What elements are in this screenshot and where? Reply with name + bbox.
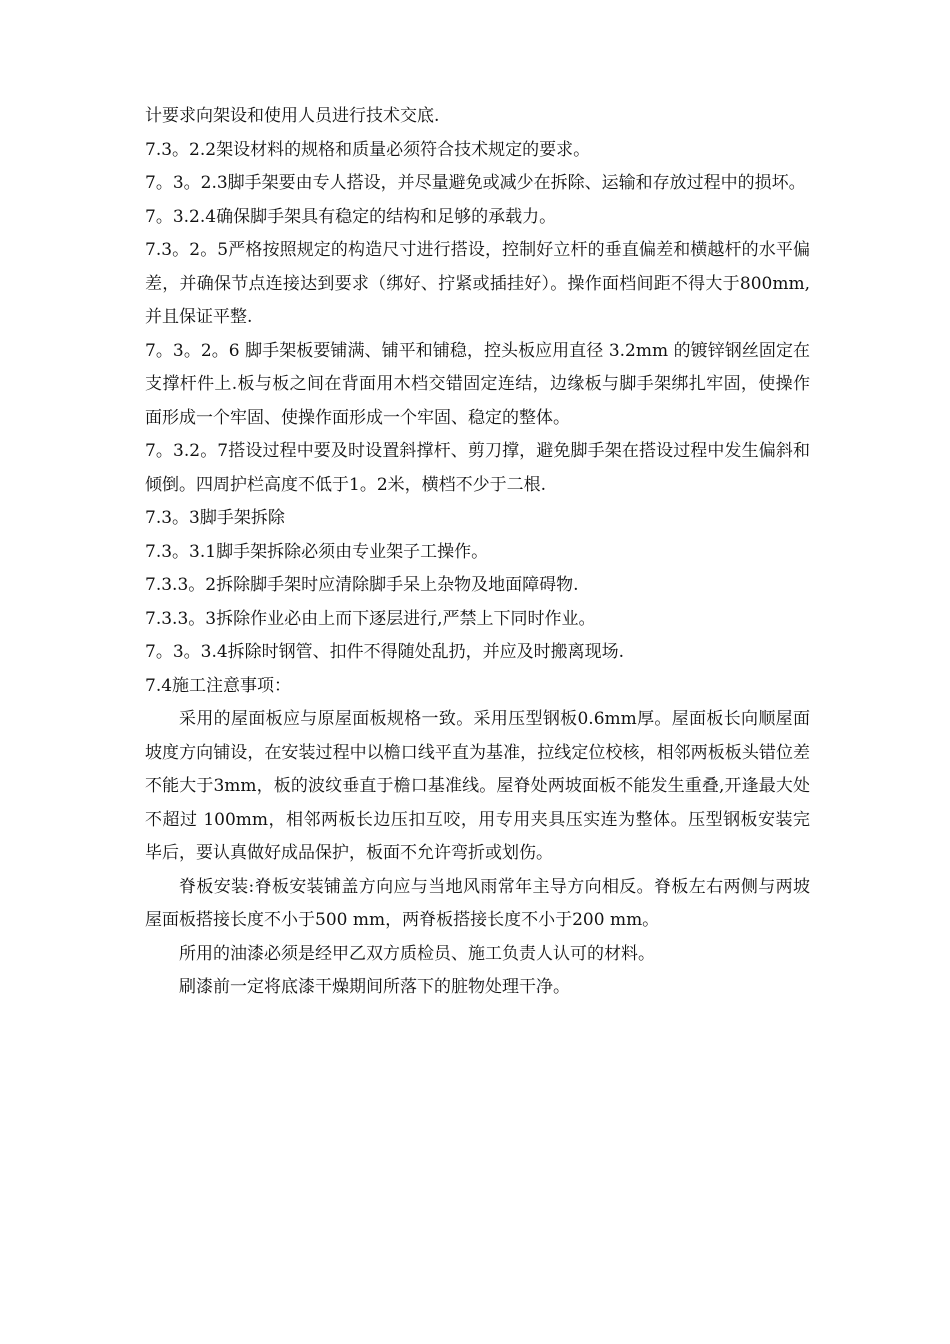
paragraph-ridge-panels: 脊板安装:脊板安装铺盖方向应与当地风雨常年主导方向相反。脊板左右两侧与两坡屋面板搭接长度不小于500 mm，两脊板搭接长度不小于200 mm。 xyxy=(145,876,810,930)
section-heading-scaffold-removal: 7.3。3脚手架拆除 xyxy=(145,508,285,528)
document-body xyxy=(145,100,810,1005)
paragraph-1: 计要求向架设和使用人员进行技术交底. xyxy=(145,106,440,126)
paragraph-3: 7。3。2.3脚手架要由专人搭设，并尽量避免或减少在拆除、运输和存放过程中的损坏。 xyxy=(145,173,806,193)
paragraph-paint-materials: 所用的油漆必须是经甲乙双方质检员、施工负责人认可的材料。 xyxy=(179,943,655,964)
section-heading-construction-notes: 7.4施工注意事项： xyxy=(145,675,292,696)
paragraph-10: 7.3.3。2拆除脚手架时应清除脚手呆上杂物及地面障碍物. xyxy=(145,575,579,595)
paragraph-6: 7。3。2。6 脚手架板要铺满、铺平和铺稳，控头板应用直径 3.2mm 的镀锌钢丝固定在支撑杆件上.板与板之间在背面用木档交错固定连结，边缘板与脚手架绑扎牢固，使操作面形成一个牢固、使操作面形成一个牢固、稳定的整体。 xyxy=(145,340,810,428)
paragraph-12: 7。3。3.4拆除时钢管、扣件不得随处乱扔，并应及时搬离现场. xyxy=(145,642,625,662)
paragraph-9: 7.3。3.1脚手架拆除必须由专业架子工操作。 xyxy=(145,541,489,562)
paragraph-7: 7。3.2。7搭设过程中要及时设置斜撑杆、剪刀撑，避免脚手架在搭设过程中发生偏斜和倾倒。四周护栏高度不低于1。2米，横档不少于二根. xyxy=(145,441,810,495)
paragraph-paint-cleaning: 刷漆前一定将底漆干燥期间所落下的脏物处理干净。 xyxy=(179,977,570,997)
paragraph-4: 7。3.2.4确保脚手架具有稳定的结构和足够的承载力。 xyxy=(145,206,557,227)
paragraph-5: 7.3。2。5严格按照规定的构造尺寸进行搭设，控制好立杆的垂直偏差和横越杆的水平偏差，并确保节点连接达到要求（绑好、拧紧或插挂好）。操作面档间距不得大于800mm,并且保证平整. xyxy=(145,240,810,327)
paragraph-2: 7.3。2.2架设材料的规格和质量必须符合技术规定的要求。 xyxy=(145,139,591,160)
paragraph-11: 7.3.3。3拆除作业必由上而下逐层进行,严禁上下同时作业。 xyxy=(145,608,596,629)
paragraph-roof-panels: 采用的屋面板应与原屋面板规格一致。采用压型钢板0.6mm厚。屋面板长向顺屋面坡度方向铺设，在安装过程中以檐口线平直为基准，拉线定位校核，相邻两板板头错位差不能大于3mm，板的波纹垂直于檐口基准线。屋脊处两坡面板不能发生重叠,开逢最大处不超过 100mm，相邻两板长边压扣互咬，用专用夹具压实连为整体。压型钢板安装完毕后，要认真做好成品保护，板面不允许弯折或划伤。 xyxy=(145,709,810,863)
